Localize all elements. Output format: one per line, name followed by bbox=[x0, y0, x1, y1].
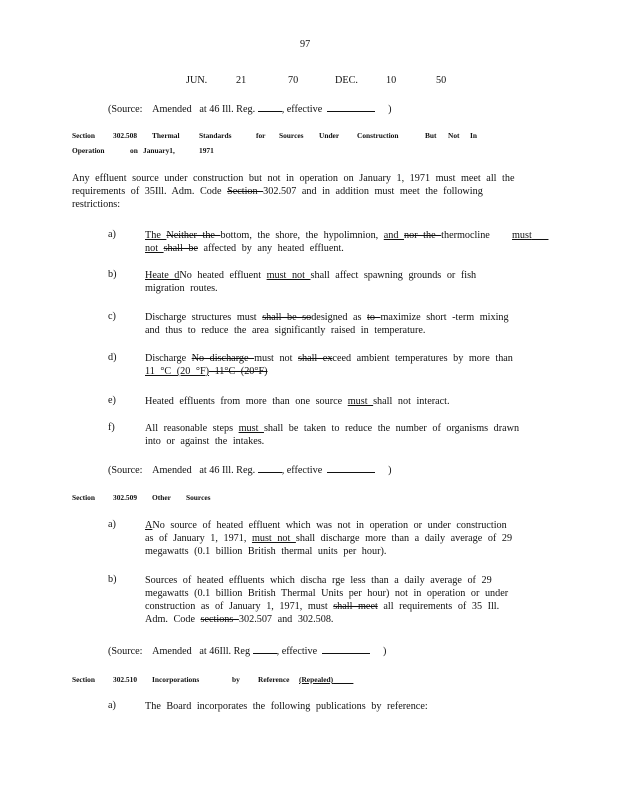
item-e bbox=[145, 395, 545, 408]
heading-word: January1, bbox=[143, 146, 175, 155]
item-text: shall affect spawning grounds or fish bbox=[310, 270, 477, 281]
inserted-text: must not bbox=[251, 533, 296, 544]
heading-word: Standards bbox=[199, 131, 232, 140]
intro-text: 302.507 and in addition must meet the following bbox=[263, 186, 483, 197]
source-amended: Amended bbox=[152, 646, 192, 657]
item-text: construction as of January 1, 1971, must bbox=[145, 601, 334, 612]
item-label: a) bbox=[108, 519, 116, 530]
item-text: thermocline bbox=[441, 230, 496, 241]
deleted-text: sections bbox=[200, 614, 239, 625]
item-d bbox=[145, 352, 545, 378]
heading-word: Not bbox=[448, 131, 460, 140]
item-label: a) bbox=[108, 700, 116, 711]
item-text: designed as bbox=[311, 312, 367, 323]
item-a bbox=[145, 229, 545, 255]
date-month-1: JUN. bbox=[186, 75, 208, 86]
inserted-text: and bbox=[383, 230, 405, 241]
item-text: megawatts (0.1 billion British Thermal Units per hour) not in operation or under bbox=[145, 588, 509, 599]
deleted-text: to bbox=[367, 312, 381, 323]
source-register: at 46 Ill. Reg. bbox=[199, 104, 256, 115]
heading-word: Construction bbox=[357, 131, 399, 140]
source-effective: , effective bbox=[281, 465, 323, 476]
item-c bbox=[145, 311, 545, 337]
effective-blank bbox=[327, 102, 375, 112]
date-month-2: DEC. bbox=[335, 75, 358, 86]
source-prefix: (Source: bbox=[108, 646, 143, 657]
item-text: No source of heated effluent which was not in operation or under construction bbox=[152, 520, 507, 531]
intro-text: requirements of 35Ill. Adm. Code bbox=[72, 186, 228, 197]
heading-word: Under bbox=[319, 131, 340, 140]
heading-word: Section bbox=[72, 131, 95, 140]
item-text: megawatts (0.1 billion British thermal units per hour). bbox=[145, 546, 387, 557]
item-text: Discharge bbox=[145, 353, 192, 364]
deleted-text: shall meet bbox=[333, 601, 378, 612]
source-amended: Amended bbox=[152, 104, 192, 115]
item-text: affected by any heated effluent. bbox=[197, 243, 344, 254]
item-text: 302.507 and 302.508. bbox=[238, 614, 334, 625]
heading-word: for bbox=[256, 131, 266, 140]
item-f bbox=[145, 422, 545, 448]
deleted-text: No discharge bbox=[191, 353, 255, 364]
source-register: at 46 Ill. Reg. bbox=[199, 465, 256, 476]
inserted-text: must not bbox=[266, 270, 311, 281]
item-510-a bbox=[145, 700, 545, 713]
date-day-2: 10 bbox=[386, 75, 397, 86]
deleted-text: Neither the bbox=[166, 230, 221, 241]
item-text: migration routes. bbox=[145, 283, 218, 294]
inserted-text: not bbox=[145, 243, 164, 254]
item-text: shall not interact. bbox=[373, 396, 450, 407]
item-label: b) bbox=[108, 574, 117, 585]
item-label: c) bbox=[108, 311, 116, 322]
item-text: shall discharge more than a daily average of 29 bbox=[295, 533, 513, 544]
date-year-1: 70 bbox=[288, 75, 299, 86]
source-prefix: (Source: bbox=[108, 104, 143, 115]
item-b bbox=[145, 269, 545, 295]
heading-word: Sources bbox=[279, 131, 304, 140]
inserted-text: must bbox=[347, 396, 374, 407]
item-text: all requirements of 35 Ill. bbox=[377, 601, 500, 612]
inserted-text: must bbox=[512, 230, 532, 241]
item-text: bottom, the shore, the hypolimnion, bbox=[220, 230, 384, 241]
date-day-1: 21 bbox=[236, 75, 247, 86]
register-blank bbox=[258, 102, 282, 112]
heading-word: Other bbox=[152, 493, 171, 502]
inserted-text: must bbox=[238, 423, 264, 434]
item-text: maximize short -term mixing bbox=[380, 312, 509, 323]
deleted-text: Section bbox=[227, 186, 264, 197]
item-text: All reasonable steps bbox=[145, 423, 239, 434]
heading-word: by bbox=[232, 675, 240, 684]
item-label: a) bbox=[108, 229, 116, 240]
register-blank bbox=[258, 463, 282, 473]
source-effective: , effective bbox=[276, 646, 318, 657]
heading-word: Section bbox=[72, 675, 95, 684]
item-text: The Board incorporates the following publications by reference: bbox=[145, 701, 428, 712]
section-302-508-intro bbox=[72, 172, 552, 211]
heading-word: Section bbox=[72, 493, 95, 502]
item-text: Adm. Code bbox=[145, 614, 201, 625]
item-text: Discharge structures must bbox=[145, 312, 263, 323]
deleted-text: shall be so bbox=[262, 312, 312, 323]
heading-word: Reference bbox=[258, 675, 290, 684]
section-number: 302.508 bbox=[113, 131, 138, 140]
item-label: f) bbox=[108, 422, 115, 433]
source-close: ) bbox=[382, 646, 387, 657]
page-number: 97 bbox=[300, 39, 311, 50]
item-text: No heated effluent bbox=[179, 270, 267, 281]
intro-line: restrictions: bbox=[72, 199, 121, 210]
item-text: Heated effluents from more than one source bbox=[145, 396, 348, 407]
source-note bbox=[108, 644, 386, 658]
deleted-text: 11°C (20°F) bbox=[209, 366, 268, 377]
repealed-label bbox=[299, 675, 353, 684]
item-text: Sources of heated effluents which discha rge less than a daily average of 29 bbox=[145, 575, 492, 586]
item-509-b bbox=[145, 574, 545, 626]
section-number: 302.510 bbox=[113, 675, 138, 684]
heading-word: (Repealed) bbox=[299, 675, 334, 684]
item-text: into or against the intakes. bbox=[145, 436, 265, 447]
source-amended: Amended bbox=[152, 465, 192, 476]
item-text: shall be taken to reduce the number of organisms drawn bbox=[263, 423, 520, 434]
source-note bbox=[108, 102, 391, 116]
heading-word: In bbox=[470, 131, 477, 140]
heading-word: Thermal bbox=[152, 131, 180, 140]
item-text: ceed ambient temperatures by more than bbox=[332, 353, 513, 364]
deleted-text: shall be bbox=[163, 243, 198, 254]
inserted-text: 11 °C (20 °F) bbox=[145, 366, 210, 377]
inserted-text: Heate d bbox=[145, 270, 180, 281]
section-number: 302.509 bbox=[113, 493, 138, 502]
source-prefix: (Source: bbox=[108, 465, 143, 476]
item-label: b) bbox=[108, 269, 117, 280]
heading-word: Sources bbox=[186, 493, 211, 502]
heading-word: Operation bbox=[72, 146, 105, 155]
effective-blank bbox=[322, 644, 370, 654]
heading-word: Incorporations bbox=[152, 675, 200, 684]
heading-word: But bbox=[425, 131, 437, 140]
source-close: ) bbox=[388, 104, 392, 115]
effective-blank bbox=[327, 463, 375, 473]
heading-word: 1971 bbox=[199, 146, 214, 155]
heading-word: on bbox=[130, 146, 138, 155]
inserted-text: The bbox=[145, 230, 167, 241]
item-509-a bbox=[145, 519, 545, 558]
source-effective: , effective bbox=[281, 104, 323, 115]
inserted-text: A bbox=[145, 520, 153, 531]
deleted-text: shall ex bbox=[298, 353, 333, 364]
item-text: as of January 1, 1971, bbox=[145, 533, 252, 544]
item-text: and thus to reduce the area significantly raised in temperature. bbox=[145, 325, 426, 336]
deleted-text: nor the bbox=[404, 230, 442, 241]
source-register: at 46Ill. Reg bbox=[199, 646, 251, 657]
source-note bbox=[108, 463, 391, 477]
item-text: must not bbox=[254, 353, 299, 364]
intro-line: Any effluent source under construction but not in operation on January 1, 1971 must meet all the bbox=[72, 173, 515, 184]
source-close: ) bbox=[388, 465, 392, 476]
date-year-2: 50 bbox=[436, 75, 447, 86]
register-blank bbox=[253, 644, 277, 654]
item-label: d) bbox=[108, 352, 117, 363]
item-label: e) bbox=[108, 395, 116, 406]
